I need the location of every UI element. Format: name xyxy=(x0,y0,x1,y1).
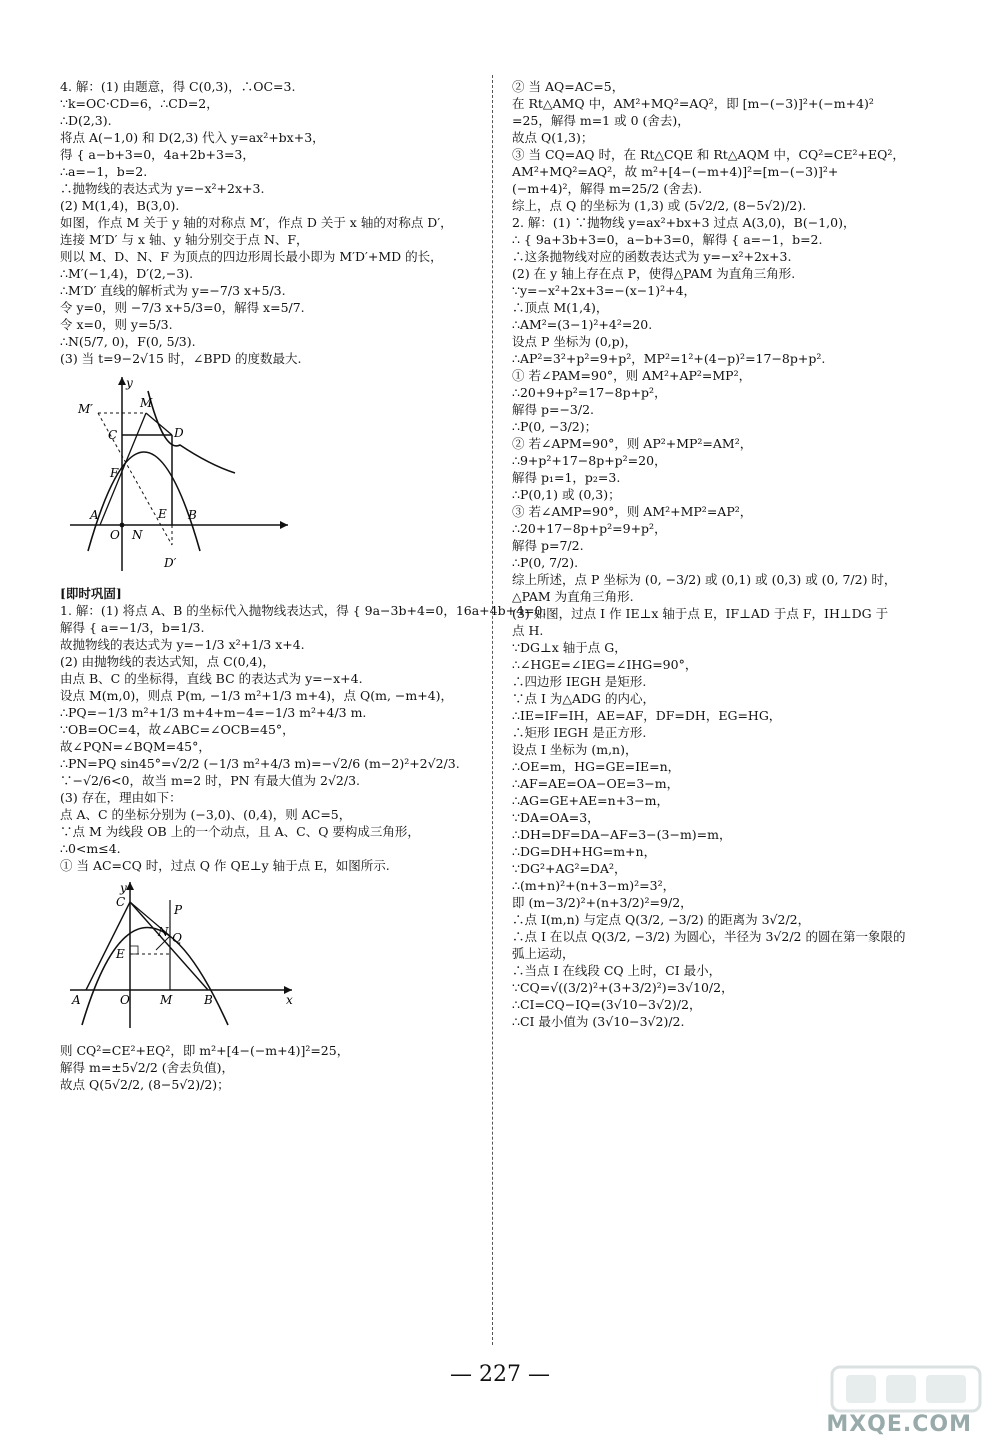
right-line: ∴P(0, −3/2)； xyxy=(512,419,598,434)
fig1-label-c: C xyxy=(108,428,118,442)
right-line: ∴这条抛物线对应的函数表达式为 y=−x²+2x+3. xyxy=(512,249,792,264)
right-line: 在 Rt△AMQ 中，AM²+MQ²=AQ²，即 [m−(−3)]²+(−m+4)² xyxy=(512,96,874,111)
right-line: 综上，点 Q 的坐标为 (1,3) 或 (5√2/2, (8−5√2)/2). xyxy=(512,198,807,213)
left2-line: ∵点 M 为线段 OB 上的一个动点，且 A、C、Q 要构成三角形， xyxy=(60,824,420,839)
right-line: ∴∠HGE=∠IEG=∠IHG=90°， xyxy=(512,657,698,672)
left2-line: 故抛物线的表达式为 y=−1/3 x²+1/3 x+4. xyxy=(60,637,305,652)
fig1-label-a: A xyxy=(90,508,99,522)
fig1-label-e: E xyxy=(158,507,167,521)
left2-line: ∴0<m≤4. xyxy=(60,841,121,856)
fig1-label-f: F xyxy=(110,466,119,480)
right-line: ∴DG=DH+HG=m+n， xyxy=(512,844,657,859)
right-line: ∴P(0,1) 或 (0,3)； xyxy=(512,487,621,502)
fig2-label-m: M xyxy=(160,993,173,1007)
left-line: 令 y=0，则 −7/3 x+5/3=0，解得 x=5/7. xyxy=(60,300,305,315)
left-line: 则以 M、D、N、F 为顶点的四边形周长最小即为 M′D′+MD 的长， xyxy=(60,249,443,264)
figure-parabola-1-svg xyxy=(60,373,290,573)
fig1-label-d: D xyxy=(174,426,184,440)
right-line: 2. 解：(1) ∵抛物线 y=ax²+bx+3 过点 A(3,0)，B(−1,0)， xyxy=(512,215,856,230)
right-line: ∴AG=GE+AE=n+3−m， xyxy=(512,793,669,808)
left-line: 令 x=0，则 y=5/3. xyxy=(60,317,173,332)
page-number: — 227 — xyxy=(450,1362,550,1387)
fig2-label-p: P xyxy=(174,903,183,917)
right-line: ② 若∠APM=90°，则 AP²+MP²=AM²， xyxy=(512,436,753,451)
left-line: (2) M(1,4)，B(3,0). xyxy=(60,198,180,213)
right-line: (2) 在 y 轴上存在点 P，使得△PAM 为直角三角形. xyxy=(512,266,796,281)
right-line: ∴(m+n)²+(n+3−m)²=3²， xyxy=(512,878,676,893)
left-line: 将点 A(−1,0) 和 D(2,3) 代入 y=ax²+bx+3， xyxy=(60,130,325,145)
fig1-label-m-prime: M′ xyxy=(78,402,94,416)
right-line: ∵DG⊥x 轴于点 G， xyxy=(512,640,627,655)
fig2-label-o: O xyxy=(120,993,130,1007)
watermark-text: MXQE.COM xyxy=(826,1412,972,1437)
left3-line: 则 CQ²=CE²+EQ²，即 m²+[4−(−m+4)]²=25， xyxy=(60,1043,350,1058)
solution-1-conclusion xyxy=(60,1042,480,1093)
left2-line: 1. 解：(1) 将点 A、B 的坐标代入抛物线表达式，得 { 9a−3b+4=0，16a+4b+4=0. xyxy=(60,603,547,618)
fig2-label-q: Q xyxy=(172,931,182,945)
right-line: 点 H. xyxy=(512,623,544,638)
right-line: ∴20+17−8p+p²=9+p²， xyxy=(512,521,667,536)
fig1-label-d-prime: D′ xyxy=(164,556,177,570)
left3-line: 解得 m=±5√2/2 (舍去负值)， xyxy=(60,1060,235,1075)
right-line: 故点 Q(1,3)； xyxy=(512,130,594,145)
left-line: 连接 M′D′ 与 x 轴、y 轴分别交于点 N、F， xyxy=(60,232,309,247)
left2-line: 故∠PQN=∠BQM=45°， xyxy=(60,739,211,754)
left-line: ∴D(2,3). xyxy=(60,113,112,128)
fig2-label-y: y xyxy=(120,881,127,895)
left-line: 4. 解：(1) 由题意，得 C(0,3)，∴OC=3. xyxy=(60,79,296,94)
figure-parabola-2-svg xyxy=(60,880,300,1030)
right-line: 设点 I 坐标为 (m,n)， xyxy=(512,742,638,757)
left3-line: 故点 Q(5√2/2, (8−5√2)/2)； xyxy=(60,1077,230,1092)
left2-line: 设点 M(m,0)，则点 P(m, −1/3 m²+1/3 m+4)，点 Q(m, −m+4)， xyxy=(60,688,454,703)
right-line: 弧上运动， xyxy=(512,946,575,961)
left-line: 得 { a−b+3=0，4a+2b+3=3， xyxy=(60,147,255,162)
right-line: ∴四边形 IEGH 是矩形. xyxy=(512,674,647,689)
right-line: ∴DH=DF=DA−AF=3−(3−m)=m， xyxy=(512,827,732,842)
column-divider xyxy=(492,75,493,1345)
fig2-label-a: A xyxy=(72,993,81,1007)
right-line: ① 若∠PAM=90°，则 AM²+AP²=MP²， xyxy=(512,368,752,383)
right-column xyxy=(512,78,952,1030)
left2-line: 由点 B、C 的坐标得，直线 BC 的表达式为 y=−x+4. xyxy=(60,671,363,686)
figure-parabola-1 xyxy=(60,373,480,577)
fig2-label-x: x xyxy=(286,993,293,1007)
left2-line: ① 当 AC=CQ 时，过点 Q 作 QE⊥y 轴于点 E，如图所示. xyxy=(60,858,390,873)
right-line: ∴点 I 在以点 Q(3/2, −3/2) 为圆心，半径为 3√2/2 的圆在第一象限的 xyxy=(512,929,906,944)
fig2-label-n: N xyxy=(158,925,169,939)
right-line: ∴OE=m，HG=GE=IE=n， xyxy=(512,759,681,774)
right-line: ∴P(0, 7/2). xyxy=(512,555,579,570)
right-line: ∵DG²+AG²=DA²， xyxy=(512,861,627,876)
right-line: ∴AP²=3²+p²=9+p²，MP²=1²+(4−p)²=17−8p+p². xyxy=(512,351,826,366)
right-line: ∵y=−x²+2x+3=−(x−1)²+4， xyxy=(512,283,697,298)
left-line: 如图，作点 M 关于 y 轴的对称点 M′，作点 D 关于 x 轴的对称点 D′， xyxy=(60,215,453,230)
right-line: ∵CQ=√((3/2)²+(3+3/2)²)=3√10/2， xyxy=(512,980,734,995)
right-line: ③ 若∠AMP=90°，则 AM²+MP²=AP²， xyxy=(512,504,753,519)
right-line: ∴CI=CQ−IQ=(3√10−3√2)/2， xyxy=(512,997,702,1012)
solution-4-text xyxy=(60,78,480,367)
left-line: ∴M′D′ 直线的解析式为 y=−7/3 x+5/3. xyxy=(60,283,286,298)
right-line: ∴当点 I 在线段 CQ 上时，CI 最小， xyxy=(512,963,722,978)
right-line: ③ 当 CQ=AQ 时，在 Rt△CQE 和 Rt△AQM 中，CQ²=CE²+EQ²， xyxy=(512,147,905,162)
left-line: ∴a=−1，b=2. xyxy=(60,164,148,179)
right-line: (3) 如图，过点 I 作 IE⊥x 轴于点 E，IF⊥AD 于点 F，IH⊥DG 于 xyxy=(512,606,889,621)
left-line: (3) 当 t=9−2√15 时，∠BPD 的度数最大. xyxy=(60,351,302,366)
right-line: AM²+MQ²=AQ²，故 m²+[4−(−m+4)]²=[m−(−3)]²+ xyxy=(512,164,839,179)
fig1-label-m: M xyxy=(140,396,153,410)
fig1-label-y: y xyxy=(126,376,133,390)
right-line: 综上所述，点 P 坐标为 (0, −3/2) 或 (0,1) 或 (0,3) 或 (0, 7/2) 时， xyxy=(512,572,897,587)
right-line: ∵DA=OA=3， xyxy=(512,810,600,825)
right-line: ∴点 I(m,n) 与定点 Q(3/2, −3/2) 的距离为 3√2/2， xyxy=(512,912,811,927)
right-line: ∴IE=IF=IH，AE=AF，DF=DH，EG=HG， xyxy=(512,708,782,723)
left2-line: 解得 { a=−1/3，b=1/3. xyxy=(60,620,205,635)
right-line: ∴AF=AE=OA−OE=3−m， xyxy=(512,776,680,791)
section-title: [即时巩固] xyxy=(60,586,122,601)
right-line: 解得 p₁=1，p₂=3. xyxy=(512,470,621,485)
right-line: =25，解得 m=1 或 0 (舍去)， xyxy=(512,113,690,128)
left2-line: ∵OB=OC=4，故∠ABC=∠OCB=45°， xyxy=(60,722,295,737)
right-line: △PAM 为直角三角形. xyxy=(512,589,634,604)
left-line: ∵k=OC·CD=6，∴CD=2， xyxy=(60,96,219,111)
right-line: 解得 p=7/2. xyxy=(512,538,584,553)
fig1-label-n: N xyxy=(132,528,143,542)
left2-line: (3) 存在，理由如下： xyxy=(60,790,182,805)
left2-line: ∵−√2/6<0，故当 m=2 时，PN 有最大值为 2√2/3. xyxy=(60,773,361,788)
right-line: ② 当 AQ=AC=5， xyxy=(512,79,625,94)
left2-line: ∴PN=PQ sin45°=√2/2 (−1/3 m²+4/3 m)=−√2/6 (m−2)²+2√2/3. xyxy=(60,756,460,771)
left2-line: ∴PQ=−1/3 m²+1/3 m+4+m−4=−1/3 m²+4/3 m. xyxy=(60,705,367,720)
right-line: (−m+4)²，解得 m=25/2 (舍去). xyxy=(512,181,703,196)
right-line: ∴CI 最小值为 (3√10−3√2)/2. xyxy=(512,1014,685,1029)
right-line: ∵点 I 为△ADG 的内心， xyxy=(512,691,656,706)
left2-line: (2) 由抛物线的表达式知，点 C(0,4)， xyxy=(60,654,275,669)
left-line: ∴M′(−1,4)，D′(2,−3). xyxy=(60,266,194,281)
solution-2-text xyxy=(512,78,952,1030)
right-line: 设点 P 坐标为 (0,p)， xyxy=(512,334,638,349)
figure-parabola-2 xyxy=(60,880,480,1034)
right-line: 即 (m−3/2)²+(n+3/2)²=9/2， xyxy=(512,895,693,910)
right-line: ∴AM²=(3−1)²+4²=20. xyxy=(512,317,653,332)
right-line: ∴20+9+p²=17−8p+p²， xyxy=(512,385,667,400)
right-line: ∴顶点 M(1,4)， xyxy=(512,300,609,315)
right-line: ∴矩形 IEGH 是正方形. xyxy=(512,725,647,740)
fig1-label-o: O xyxy=(110,528,120,542)
fig2-label-c: C xyxy=(116,895,126,909)
fig1-label-b: B xyxy=(188,508,197,522)
fig2-label-e: E xyxy=(116,947,125,961)
right-line: 解得 p=−3/2. xyxy=(512,402,595,417)
left-line: ∴抛物线的表达式为 y=−x²+2x+3. xyxy=(60,181,265,196)
left2-line: 点 A、C 的坐标分别为 (−3,0)、(0,4)，则 AC=5， xyxy=(60,807,352,822)
left-line: ∴N(5/7, 0)，F(0, 5/3). xyxy=(60,334,196,349)
right-line: ∴9+p²+17−8p+p²=20， xyxy=(512,453,667,468)
right-line: ∴ { 9a+3b+3=0，a−b+3=0，解得 { a=−1，b=2. xyxy=(512,232,823,247)
fig2-label-b: B xyxy=(204,993,213,1007)
